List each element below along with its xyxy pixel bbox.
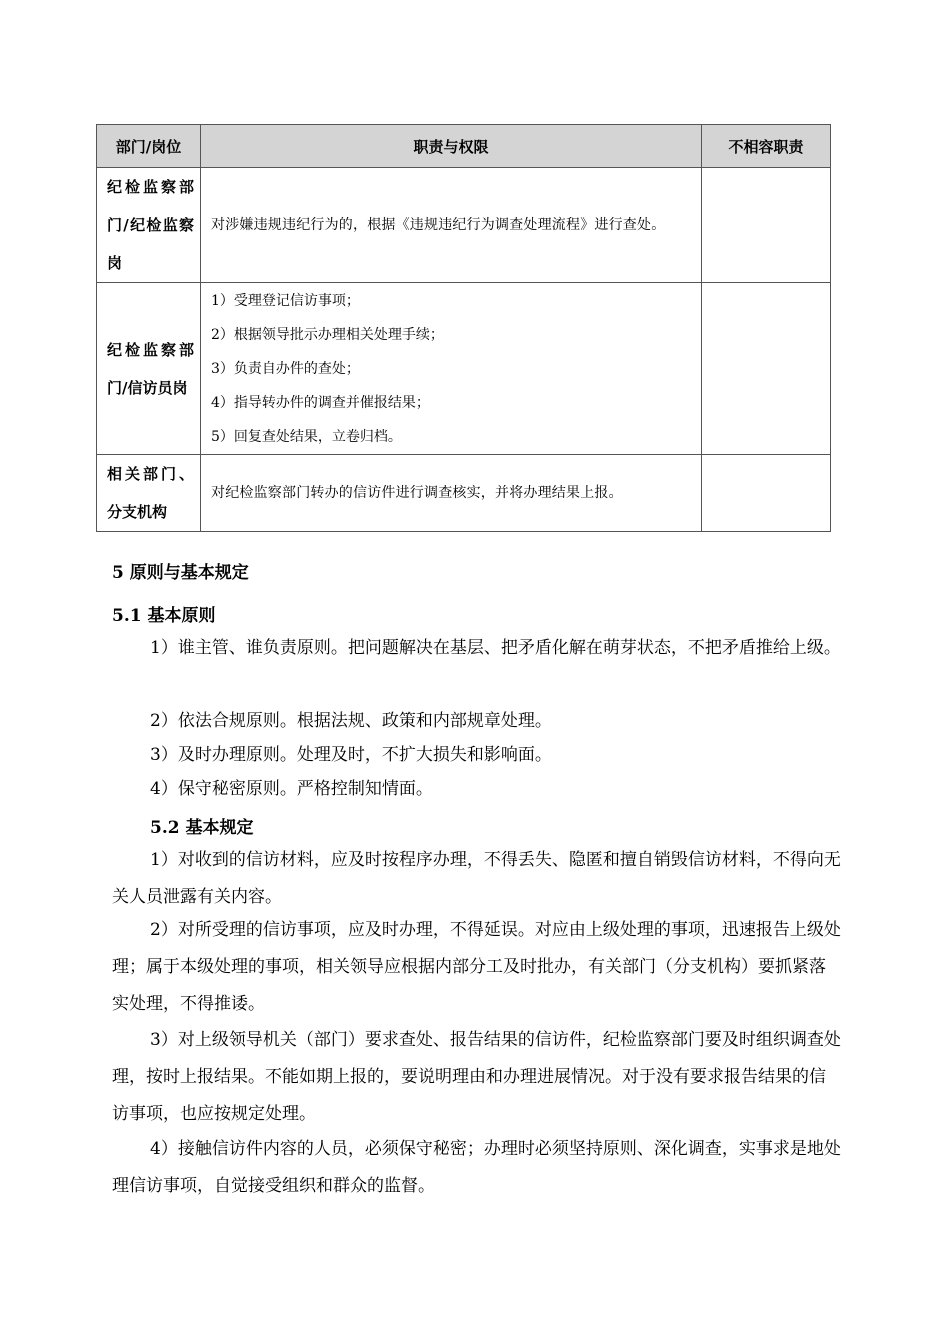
section-5-1-heading: 5.1 基本原则 [112,606,216,626]
table-row [97,455,831,532]
duty-item: 4）指导转办件的调查并催报结果； [211,394,430,411]
duty-cell: 对涉嫌违规违纪行为的，根据《违规违纪行为调查处理流程》进行查处。 [201,168,702,283]
incompatible-cell [702,455,831,532]
table-row [97,283,831,455]
header-dept: 部门/岗位 [97,125,201,168]
dept-cell: 纪检监察部门/信访员岗 [97,283,201,455]
rule-paragraph: 3）对上级领导机关（部门）要求查处、报告结果的信访件，纪检监察部门要及时组织调查处理，按时上报结果。不能如期上报的，要说明理由和办理进展情况。对于没有要求报告结果的信访事项，也应按规定处理。 [112,1030,841,1124]
rule-paragraph: 1）对收到的信访材料，应及时按程序办理，不得丢失、隐匿和擅自销毁信访材料，不得向无关人员泄露有关内容。 [112,850,841,907]
principle-paragraph: 4）保守秘密原则。严格控制知情面。 [150,779,433,799]
duty-item: 5）回复查处结果，立卷归档。 [211,428,402,445]
table-header-row [97,125,831,168]
duty-cell: 对纪检监察部门转办的信访件进行调查核实，并将办理结果上报。 [201,455,702,532]
dept-cell: 纪检监察部门/纪检监察岗 [97,168,201,283]
duty-list-cell [201,283,702,455]
rule-paragraph: 4）接触信访件内容的人员，必须保守秘密；办理时必须坚持原则、深化调查，实事求是地处理信访事项，自觉接受组织和群众的监督。 [112,1139,841,1196]
dept-cell: 相关部门、分支机构 [97,455,201,532]
incompatible-cell [702,283,831,455]
principle-paragraph: 3）及时办理原则。处理及时，不扩大损失和影响面。 [150,745,552,765]
rule-paragraph: 2）对所受理的信访事项，应及时办理，不得延误。对应由上级处理的事项，迅速报告上级处理；属于本级处理的事项，相关领导应根据内部分工及时批办，有关部门（分支机构）要抓紧落实处理，不得推诿。 [112,920,841,1014]
header-incompatible: 不相容职责 [702,125,831,168]
principle-paragraph: 1）谁主管、谁负责原则。把问题解决在基层、把矛盾化解在萌芽状态，不把矛盾推给上级。 [150,638,841,658]
duty-item: 2）根据领导批示办理相关处理手续； [211,326,444,343]
table-row [97,168,831,283]
header-duties: 职责与权限 [201,125,702,168]
section-5-heading: 5 原则与基本规定 [112,563,249,583]
incompatible-cell [702,168,831,283]
section-5-2-heading: 5.2 基本规定 [150,818,254,838]
duty-item: 1）受理登记信访事项； [211,292,360,309]
principle-paragraph: 2）依法合规原则。根据法规、政策和内部规章处理。 [150,711,552,731]
duty-item: 3）负责自办件的查处； [211,360,360,377]
responsibility-table [96,124,831,532]
